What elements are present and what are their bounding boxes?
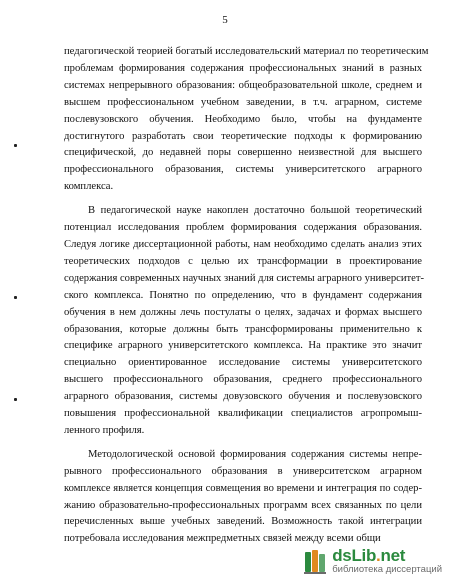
scan-artifact [14,296,17,299]
text-line: потенциал исследования проблем формирования содержания образования. [64,222,422,234]
text-line: специфике аграрного университетского комплекса. На практике это значит [64,340,422,352]
text-line: теоретических подходов с целью их трансформации в проектирование [64,255,422,267]
text-line: повышения профессиональной квалификации специалистов агропромыш- [64,408,422,420]
text-line: аграрного образования, системы довузовского обучения и послевузовского [64,391,422,403]
watermark-subtitle: библиотека диссертаций [332,564,442,576]
text-line: обучения в нем должны лечь постулаты о целях, задачах и формах высшего [64,306,422,318]
text-line: Методологической основой формирования содержания системы непре- [88,448,422,460]
text-line: системах непрерывного образования: общеобразовательной школе, среднем и [64,79,422,91]
paragraph-2 [64,203,425,440]
text-line: специфической, до недавней поры совершенно неизвестной для высшего [64,147,422,159]
text-line: перечисленных выше учебных заведений. Возможность такой интеграции [64,516,422,528]
page-number: 5 [222,14,228,26]
text-line: комплексе является концепция совмещения во времени и интеграция по содер- [64,482,422,494]
text-line: проблемам формирования содержания профессиональных знаний в разных [64,62,422,74]
text-line: профессионального образования, системы университетского аграрного [64,164,422,176]
text-line: послевузовского обучения. Необходимо было, чтобы на фундаменте [64,113,422,125]
text-line: потребовала исследования межпредметных связей между всеми общи [64,533,381,545]
text-line: комплекса. [64,181,114,193]
scan-artifact [14,398,17,401]
text-line: специально ориентированное исследование системы университетского [64,357,422,369]
text-line: В педагогической науке накоплен достаточно большой теоретический [88,205,422,217]
dslib-logo-icon [302,547,328,575]
text-line: ленного профиля. [64,424,145,436]
document-body [64,44,429,548]
dslib-watermark [302,546,442,576]
text-line: ского комплекса. Понятно по определению, что в фундамент содержания [64,289,422,301]
text-line: высшем профессиональном учебном заведении, в т.ч. аграрном, системе [64,96,422,108]
watermark-text [332,547,442,575]
text-line: Следуя логике диссертационной работы, нам необходимо сделать анализ этих [64,238,422,250]
text-line: содержания современных научных знаний для системы аграрного университет- [64,272,425,284]
text-line: рывного профессионального образования в университетском аграрном [64,465,422,477]
scan-artifact [14,144,17,147]
text-line: достигнутого разработать свои теоретические подходы к формированию [64,130,422,142]
watermark-brand: dsLib.net [332,546,406,566]
paragraph-1 [64,44,429,196]
text-line: педагогической теорией богатый исследовательский материал по теоретическим [64,46,429,57]
text-line: образования, которые должны быть трансформированы применительно к [64,323,422,335]
paragraph-3 [64,447,422,548]
text-line: высшего профессионального образования, среднего профессионального [64,374,422,386]
text-line: жанию образовательно-профессиональных программ всех связанных по цели [64,499,422,511]
